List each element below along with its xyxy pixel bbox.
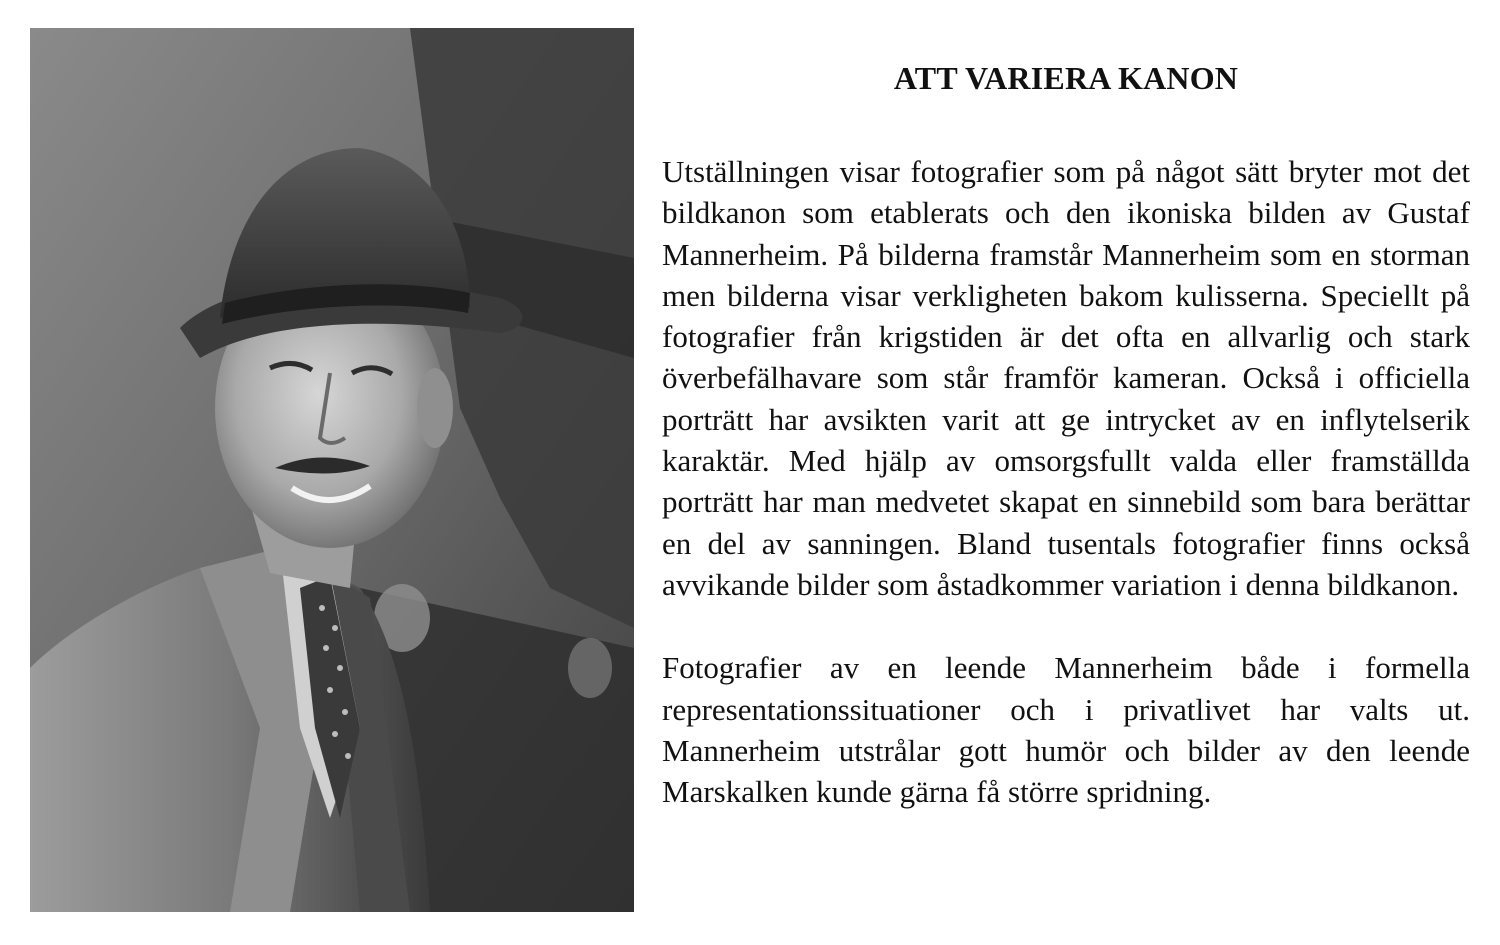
portrait-photo bbox=[30, 28, 634, 912]
article-title: ATT VARIERA KANON bbox=[893, 60, 1239, 96]
article-paragraph-1: Utställningen visar fotografier som på något sätt bryter mot det bildkanon som etablerats och den ikoniska bilden av Gustaf Mannerheim. På bilderna framstår Mannerheim som en storman men bilderna visar verkligheten bakom kulisserna. Speciellt på fotografier från krigstiden är det ofta en allvarlig och stark överbefälhavare som står framför kameran. Också i officiella porträtt har avsikten varit att ge intrycket av en inflytelserik karaktär. Med hjälp av omsorgsfullt valda eller framställda porträtt har man medvetet skapat en sinnebild som bara berättar en del av sanningen. Bland tusentals fotografier finns också avvikande bilder som åstadkommer variation i denna bildkanon. bbox=[662, 154, 1470, 602]
article-paragraph-2: Fotografier av en leende Mannerheim både i formella representationssituationer och i privatlivet har valts ut. Mannerheim utstrålar gott humör och bilder av den leende Marskalken kunde gärna få större spridning. bbox=[662, 650, 1470, 810]
article-text bbox=[662, 56, 1470, 812]
portrait-photo-illustration bbox=[30, 28, 634, 912]
